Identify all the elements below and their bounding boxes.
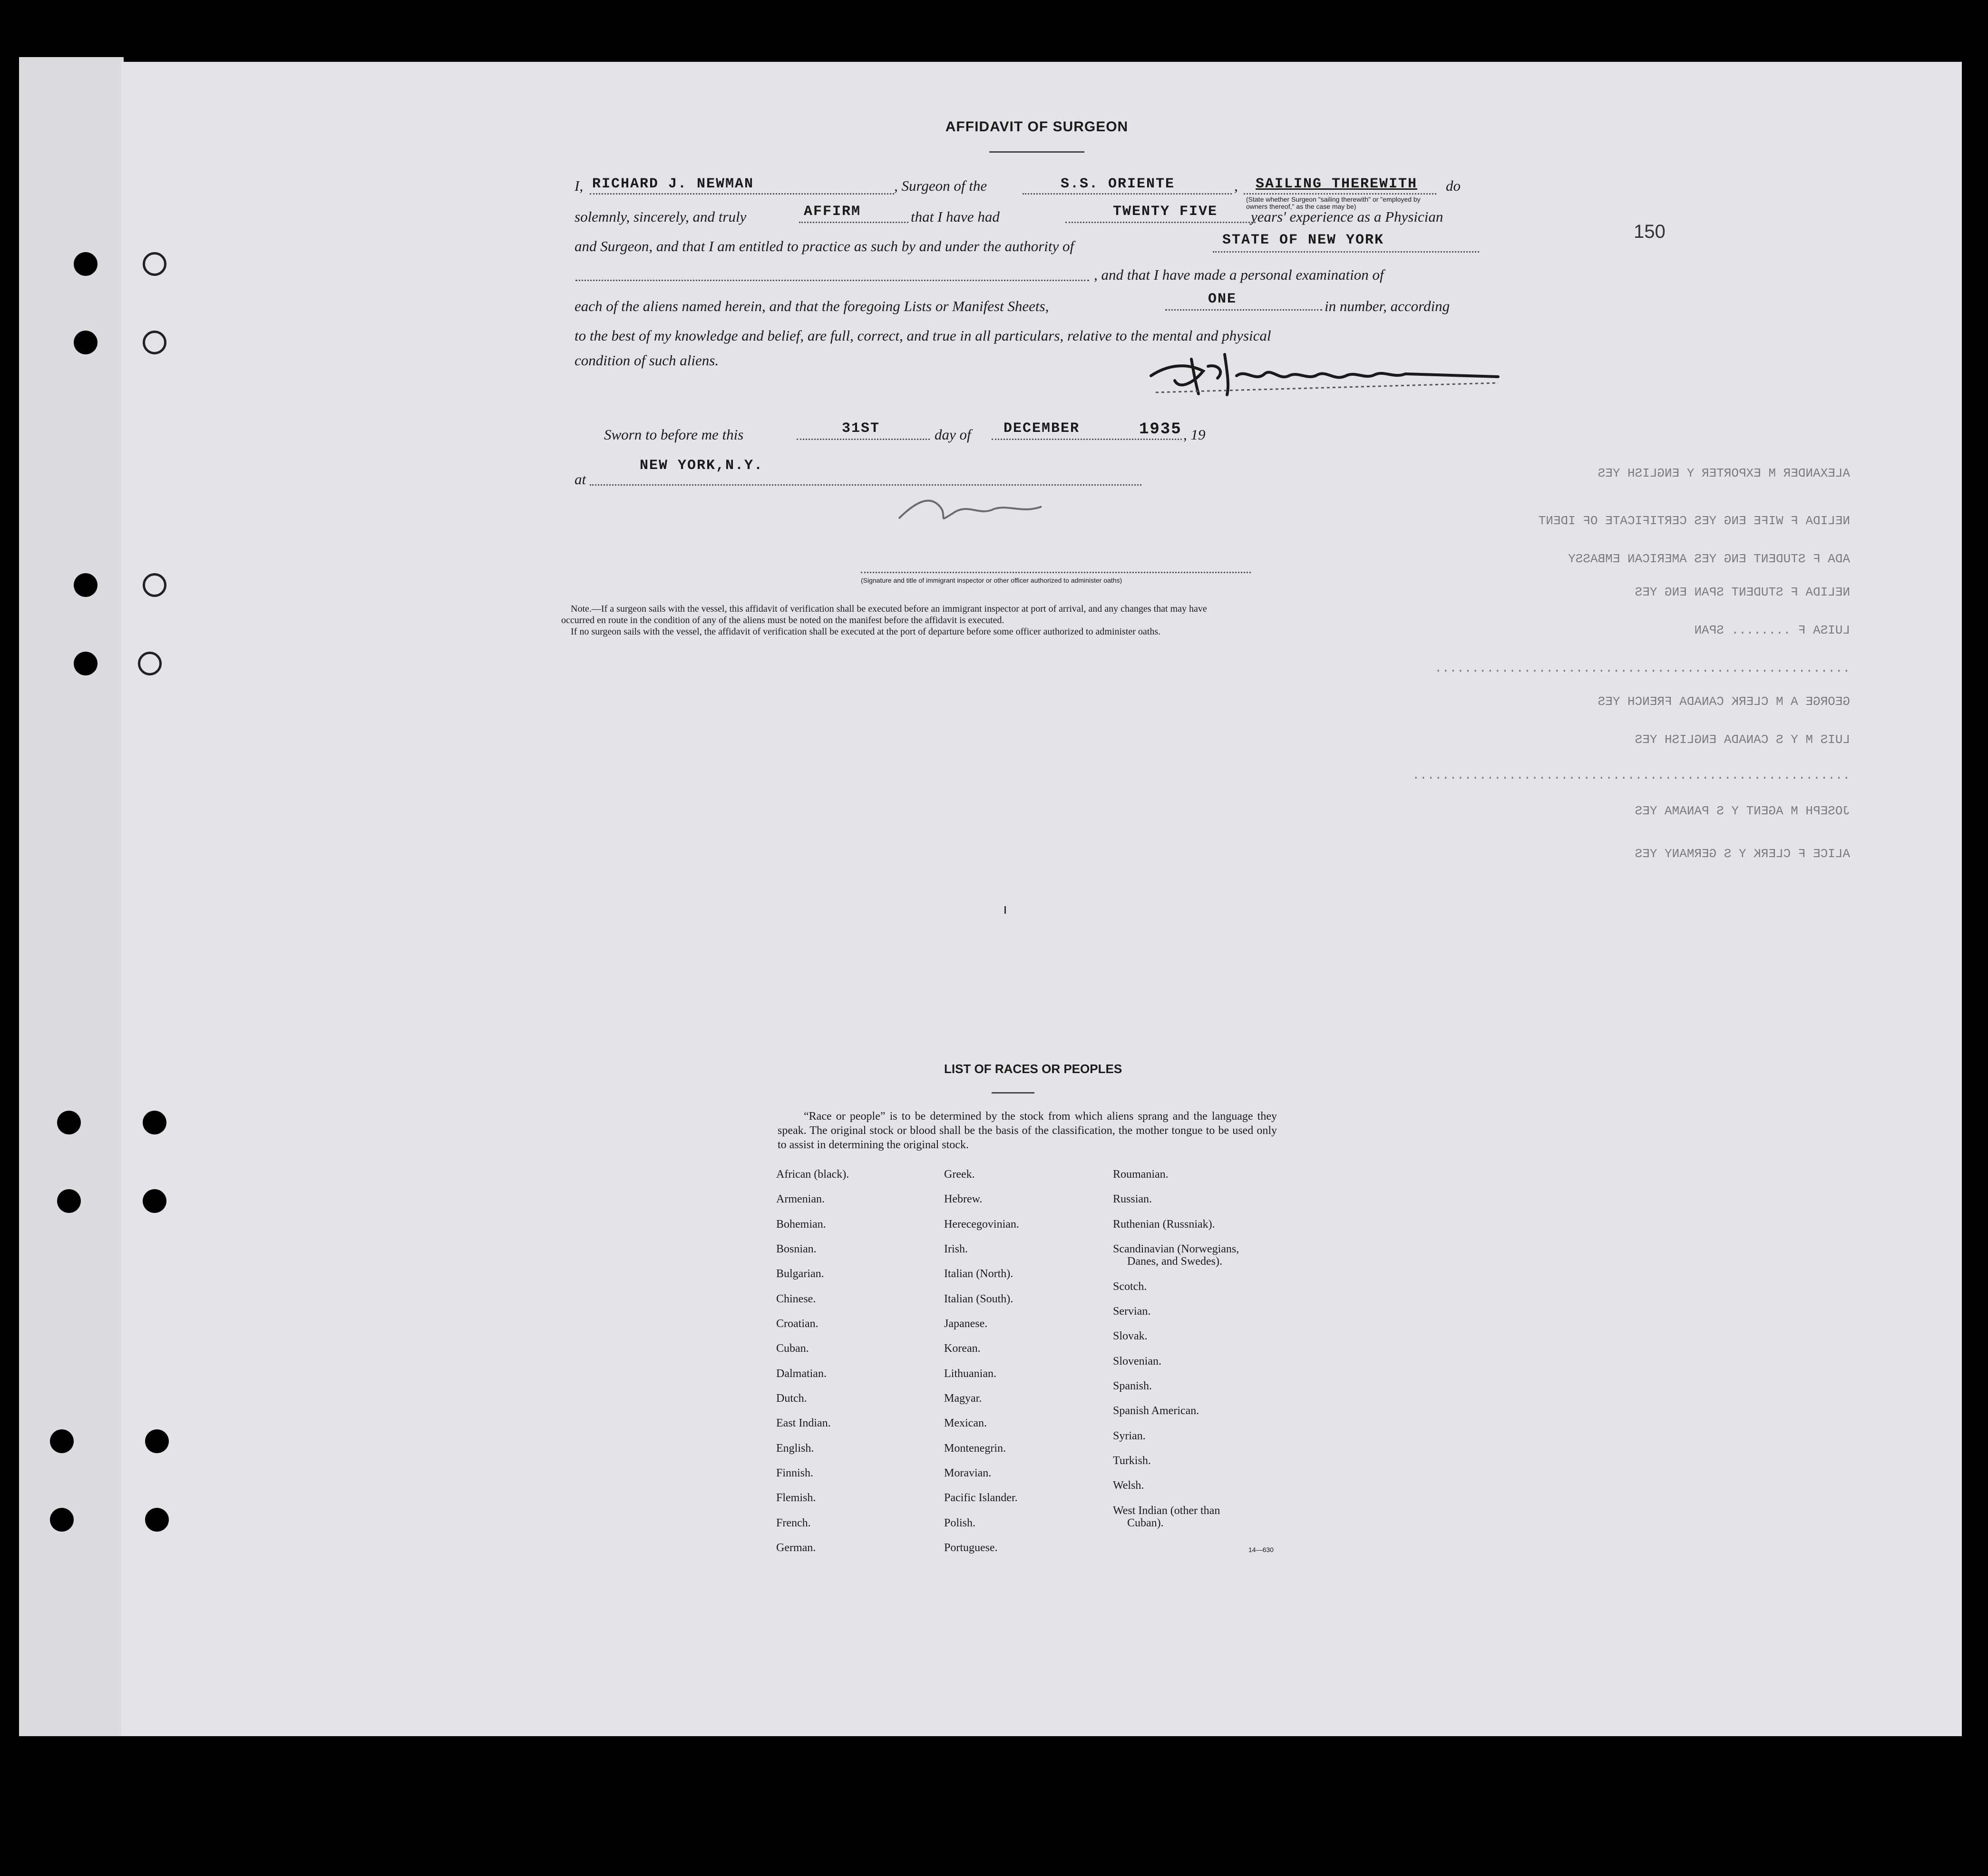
race-item: Magyar. (944, 1392, 982, 1405)
race-item: Montenegrin. (944, 1442, 1006, 1455)
bleedthrough-row: ........................................................ (1434, 661, 1850, 675)
note-line-2: occurred en route in the condition of any of the aliens must be noted on the manifest before the affidavit is executed. (561, 615, 1004, 625)
race-item: Japanese. (944, 1318, 988, 1330)
field-rule (1165, 309, 1322, 311)
race-item: Syrian. (1113, 1430, 1146, 1442)
field-rule (1023, 193, 1232, 195)
race-item: Bosnian. (776, 1243, 817, 1255)
surgeon-signature (1146, 347, 1503, 404)
race-item: Polish. (944, 1517, 976, 1529)
race-item: Armenian. (776, 1193, 825, 1205)
binding-hole (57, 1189, 81, 1213)
race-item: Croatian. (776, 1318, 819, 1330)
bleedthrough-row: ALEXANDER M EXPORTER Y ENGLISH YES (1598, 466, 1850, 480)
field-rule (1244, 193, 1436, 195)
race-item: Bohemian. (776, 1218, 826, 1231)
at-label: at (575, 471, 586, 488)
field-rule (575, 280, 1089, 281)
binding-hole-ring (138, 652, 162, 675)
race-item: Pacific Islander. (944, 1492, 1018, 1504)
race-item: Moravian. (944, 1467, 992, 1479)
solemnly-label: solemnly, sincerely, and truly (575, 208, 747, 225)
bleedthrough-row: LUIS M Y S CANADA ENGLISH YES (1635, 733, 1850, 747)
bleedthrough-row: ALICE F CLERK Y S GERMANY YES (1635, 847, 1850, 861)
bleedthrough-row: JOSEPH M AGENT Y S PANAMA YES (1635, 804, 1850, 818)
bleedthrough-row: LUISA F ........ SPAN (1694, 623, 1850, 637)
bleedthrough-row: ........................................................... (1412, 768, 1850, 782)
binding-hole-ring (143, 331, 166, 354)
races-title: LIST OF RACES OR PEOPLES (944, 1062, 1122, 1076)
race-item: Lithuanian. (944, 1368, 996, 1380)
experience-label: years' experience as a Physician (1251, 208, 1443, 225)
race-item: Dutch. (776, 1392, 807, 1405)
race-item: Dalmatian. (776, 1368, 827, 1380)
surgeon-role: SAILING THEREWITH (1256, 176, 1418, 192)
binding-hole-ring (143, 252, 166, 276)
field-rule (1065, 222, 1256, 223)
binding-hole (50, 1429, 74, 1453)
title-underline (989, 151, 1084, 153)
race-item: Scotch. (1113, 1280, 1147, 1293)
field-rule (590, 193, 894, 195)
race-item: English. (776, 1442, 814, 1455)
race-item: German. (776, 1542, 816, 1554)
race-item: Slovenian. (1113, 1355, 1161, 1368)
race-item: Korean. (944, 1342, 981, 1355)
race-item: Italian (South). (944, 1293, 1013, 1305)
binding-hole-ring (143, 573, 166, 597)
field-rule (992, 439, 1182, 440)
binding-hole (50, 1508, 74, 1532)
race-item: Spanish. (1113, 1380, 1152, 1392)
race-item: East Indian. (776, 1417, 831, 1429)
comma: , (1234, 177, 1238, 194)
in-number-label: in number, according (1325, 298, 1450, 314)
race-item: Cuban). (1127, 1517, 1164, 1529)
years-value: TWENTY FIVE (1113, 204, 1218, 220)
page-number: 150 (1634, 221, 1666, 242)
race-item: Chinese. (776, 1293, 816, 1305)
race-item: Mexican. (944, 1417, 987, 1429)
sworn-label: Sworn to before me this (604, 426, 744, 443)
binding-hole (57, 1111, 81, 1134)
note-line-3: If no surgeon sails with the vessel, the affidavit of verification shall be executed at the port of departure before some officer authorized to administer oaths. (571, 626, 1161, 637)
vessel-name: S.S. ORIENTE (1061, 176, 1175, 192)
condition-label: condition of such aliens. (575, 352, 719, 369)
field-rule (590, 484, 1141, 486)
field-rule (1213, 251, 1479, 253)
race-item: Herecegovinian. (944, 1218, 1019, 1231)
race-item: Slovak. (1113, 1330, 1148, 1342)
sworn-place: NEW YORK,N.Y. (640, 458, 764, 474)
year-prefix: , 19 (1183, 426, 1206, 443)
binding-margin (19, 57, 124, 1736)
race-item: Danes, and Swedes). (1127, 1255, 1222, 1268)
binding-hole (74, 652, 97, 675)
binding-hole (74, 331, 97, 354)
race-item: Scandinavian (Norwegians, (1113, 1243, 1239, 1255)
role-note: (State whether Surgeon "sailing therewith" or "employed by owners thereof," as the case may be) (1246, 195, 1421, 210)
aliens-label: each of the aliens named herein, and that the foregoing Lists or Manifest Sheets, (575, 298, 1049, 314)
have-had-label: that I have had (911, 208, 1000, 225)
race-item: Russian. (1113, 1193, 1152, 1205)
races-title-rule (992, 1092, 1034, 1094)
inspector-signature-rule (861, 572, 1251, 573)
binding-hole (145, 1429, 169, 1453)
races-intro: “Race or people” is to be determined by the stock from which aliens sprang and the language they speak. The original stock or blood shall be the basis of the classification, the mother tongue to be used only to assist in determining the original stock. (778, 1110, 1277, 1151)
day-of-label: day of (935, 426, 971, 443)
race-item: Bulgarian. (776, 1268, 824, 1280)
binding-hole (74, 573, 97, 597)
examination-label: , and that I have made a personal examination of (1094, 266, 1384, 283)
bleedthrough-row: NELIDA F STUDENT SPAN ENG YES (1635, 585, 1850, 599)
race-item: Hebrew. (944, 1193, 983, 1205)
race-item: Servian. (1113, 1305, 1151, 1318)
surgeon-entitled-label: and Surgeon, and that I am entitled to practice as such by and under the authority of (575, 238, 1074, 254)
race-item: Roumanian. (1113, 1168, 1169, 1181)
sworn-day: 31ST (842, 420, 880, 437)
race-item: Irish. (944, 1243, 968, 1255)
race-item: Portuguese. (944, 1542, 998, 1554)
inspector-signature (889, 490, 1061, 528)
i-label: I, (575, 177, 584, 194)
race-item: Turkish. (1113, 1455, 1151, 1467)
inspector-caption: (Signature and title of immigrant inspector or other officer authorized to administer oaths) (861, 576, 1122, 584)
best-of-label: to the best of my knowledge and belief, are full, correct, and true in all particulars, relative to the mental and physical (575, 327, 1271, 344)
race-item: Spanish American. (1113, 1405, 1199, 1417)
field-rule (799, 222, 908, 223)
do-label: do (1446, 177, 1461, 194)
bleedthrough-row: GEORGE A M CLERK CANADA FRENCH YES (1598, 694, 1850, 709)
race-item: Italian (North). (944, 1268, 1013, 1280)
field-rule (797, 439, 930, 440)
bleedthrough-row: ADA F STUDENT ENG YES AMERICAN EMBASSY (1568, 552, 1850, 566)
bleedthrough-row: NELIDA F WIFE ENG YES CERTIFICATE OF IDENT (1538, 514, 1850, 528)
sworn-year: 1935 (1139, 420, 1182, 439)
note-line-1: Note.—If a surgeon sails with the vessel, this affidavit of verification shall be executed before an immigrant inspector at port of arrival, and any changes that may have (571, 604, 1207, 614)
sheets-value: ONE (1208, 291, 1237, 307)
race-item: Cuban. (776, 1342, 809, 1355)
race-item: African (black). (776, 1168, 849, 1181)
race-item: Ruthenian (Russniak). (1113, 1218, 1215, 1231)
binding-hole (143, 1111, 166, 1134)
center-mark (1004, 906, 1006, 914)
authority-value: STATE OF NEW YORK (1222, 232, 1384, 248)
form-number: 14—630 (1248, 1546, 1274, 1554)
race-item: Finnish. (776, 1467, 814, 1479)
race-item: Flemish. (776, 1492, 816, 1504)
race-item: Greek. (944, 1168, 975, 1181)
surgeon-name: RICHARD J. NEWMAN (592, 176, 754, 192)
surgeon-of-label: , Surgeon of the (894, 177, 987, 194)
affidavit-title: AFFIDAVIT OF SURGEON (945, 119, 1129, 135)
sworn-month: DECEMBER (1004, 420, 1080, 437)
binding-hole (74, 252, 97, 276)
binding-hole (145, 1508, 169, 1532)
race-item: French. (776, 1517, 811, 1529)
race-item: Welsh. (1113, 1479, 1144, 1492)
affirm-value: AFFIRM (804, 204, 861, 220)
race-item: West Indian (other than (1113, 1505, 1220, 1517)
binding-hole (143, 1189, 166, 1213)
